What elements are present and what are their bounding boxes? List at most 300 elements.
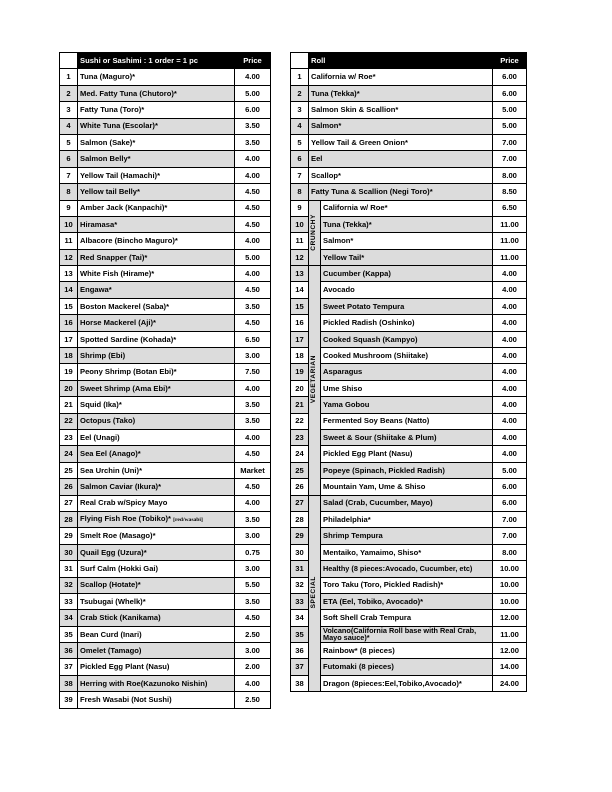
roll-item-number: 31 [291, 561, 309, 577]
sushi-row [60, 266, 271, 282]
sushi-item-number: 11 [60, 233, 78, 249]
sushi-header-blank [60, 53, 78, 69]
roll-row [291, 69, 527, 85]
sushi-item-price: 4.00 [235, 429, 271, 445]
sushi-row [60, 102, 271, 118]
sushi-item-name: White Fish (Hirame)* [80, 268, 155, 278]
roll-item-price: 11.00 [493, 233, 527, 249]
roll-item-name: Salmon* [321, 233, 493, 249]
sushi-item-number: 31 [60, 561, 78, 577]
sushi-item-price: 3.50 [235, 413, 271, 429]
sushi-item-name-cell [78, 200, 235, 216]
roll-item-price: 7.00 [493, 151, 527, 167]
roll-item-price: 24.00 [493, 675, 527, 691]
sushi-item-name: Shrimp (Ebi) [80, 350, 126, 360]
sushi-item-name: Spotted Sardine (Kohada)* [80, 334, 177, 344]
roll-item-price: 4.00 [493, 397, 527, 413]
roll-item-price: 6.00 [493, 495, 527, 511]
sushi-item-name: Smelt Roe (Masago)* [80, 531, 156, 541]
roll-item-number: 7 [291, 167, 309, 183]
sushi-row [60, 659, 271, 675]
roll-item-price: 5.00 [493, 462, 527, 478]
roll-item-name: Rainbow* (8 pieces) [321, 643, 493, 659]
roll-row [291, 315, 527, 331]
sushi-item-price: 2.50 [235, 626, 271, 642]
roll-row [291, 413, 527, 429]
sushi-item-name: Crab Stick (Kanikama) [80, 613, 161, 623]
roll-row [291, 495, 527, 511]
roll-row [291, 610, 527, 626]
sushi-row [60, 216, 271, 232]
roll-row [291, 528, 527, 544]
roll-item-name: Tuna (Tekka)* [321, 216, 493, 232]
roll-item-number: 13 [291, 266, 309, 282]
sushi-item-number: 23 [60, 429, 78, 445]
sushi-item-number: 21 [60, 397, 78, 413]
roll-item-number: 24 [291, 446, 309, 462]
sushi-item-name: Engawa* [80, 285, 112, 295]
sushi-item-name: Omelet (Tamago) [80, 645, 142, 655]
roll-item-number: 36 [291, 643, 309, 659]
sushi-item-price: 4.00 [235, 151, 271, 167]
sushi-item-name-cell [78, 429, 235, 445]
roll-item-price: 12.00 [493, 643, 527, 659]
sushi-item-name-cell [78, 167, 235, 183]
roll-item-number: 23 [291, 429, 309, 445]
sushi-item-price: 5.50 [235, 577, 271, 593]
sushi-item-name: Real Crab w/Spicy Mayo [80, 498, 168, 508]
roll-item-number: 8 [291, 184, 309, 200]
sushi-item-price: 4.00 [235, 266, 271, 282]
roll-item-name: Philadelphia* [321, 511, 493, 527]
roll-item-name: Cooked Squash (Kampyo) [321, 331, 493, 347]
sushi-item-price: 6.50 [235, 331, 271, 347]
roll-row [291, 331, 527, 347]
roll-item-name: Yellow Tail & Green Onion* [309, 134, 493, 150]
sushi-item-number: 5 [60, 134, 78, 150]
roll-item-number: 11 [291, 233, 309, 249]
sushi-item-number: 17 [60, 331, 78, 347]
roll-item-price: 7.00 [493, 134, 527, 150]
roll-row [291, 282, 527, 298]
roll-price-header: Price [493, 53, 527, 69]
sushi-item-price: 4.50 [235, 184, 271, 200]
sushi-item-name: Sea Urchin (Uni)* [80, 465, 143, 475]
sushi-item-name-cell [78, 692, 235, 708]
sushi-row [60, 495, 271, 511]
sushi-item-name: Pickled Egg Plant (Nasu) [80, 662, 170, 672]
roll-item-price: 4.00 [493, 364, 527, 380]
sushi-item-name: Quail Egg (Uzura)* [80, 547, 147, 557]
sushi-item-number: 37 [60, 659, 78, 675]
sushi-row [60, 151, 271, 167]
roll-item-number: 20 [291, 380, 309, 396]
sushi-item-price: 4.00 [235, 675, 271, 691]
roll-item-number: 38 [291, 675, 309, 691]
roll-item-number: 10 [291, 216, 309, 232]
roll-item-number: 35 [291, 626, 309, 642]
roll-item-price: 4.00 [493, 298, 527, 314]
sushi-item-name: Amber Jack (Kanpachi)* [80, 203, 168, 213]
roll-item-number: 3 [291, 102, 309, 118]
sushi-item-name-cell [78, 184, 235, 200]
sushi-item-name-cell [78, 495, 235, 511]
sushi-item-name-cell [78, 511, 235, 527]
roll-item-name: Yama Gobou [321, 397, 493, 413]
roll-item-price: 7.00 [493, 528, 527, 544]
roll-item-price: 4.00 [493, 380, 527, 396]
roll-item-number: 15 [291, 298, 309, 314]
roll-item-name: ETA (Eel, Tobiko, Avocado)* [321, 593, 493, 609]
roll-row [291, 675, 527, 691]
roll-row [291, 511, 527, 527]
sushi-row [60, 462, 271, 478]
roll-header-blank [291, 53, 309, 69]
roll-item-price: 4.00 [493, 446, 527, 462]
sushi-item-name-cell [78, 659, 235, 675]
roll-row [291, 626, 527, 642]
roll-item-number: 2 [291, 85, 309, 101]
roll-item-name: Salmon Skin & Scallion* [309, 102, 493, 118]
sushi-item-name-cell [78, 593, 235, 609]
roll-item-price: 5.00 [493, 102, 527, 118]
roll-item-name: Shrimp Tempura [321, 528, 493, 544]
sushi-item-number: 22 [60, 413, 78, 429]
sushi-item-name-cell [78, 610, 235, 626]
roll-row [291, 216, 527, 232]
sushi-sashimi-table [59, 52, 271, 709]
roll-item-name: Fatty Tuna & Scallion (Negi Toro)* [309, 184, 493, 200]
roll-category-cell [309, 266, 321, 495]
sushi-row [60, 249, 271, 265]
sushi-item-name-cell [78, 233, 235, 249]
sushi-item-name: Albacore (Bincho Maguro)* [80, 236, 178, 246]
sushi-item-number: 24 [60, 446, 78, 462]
sushi-item-number: 33 [60, 593, 78, 609]
sushi-item-name: Scallop (Hotate)* [80, 580, 141, 590]
sushi-item-price: 3.00 [235, 561, 271, 577]
sushi-item-name-cell [78, 462, 235, 478]
roll-item-name: Tuna (Tekka)* [309, 85, 493, 101]
sushi-item-name: Tuna (Maguro)* [80, 72, 136, 82]
sushi-item-number: 14 [60, 282, 78, 298]
roll-item-price: 7.00 [493, 511, 527, 527]
roll-row [291, 102, 527, 118]
sushi-item-price: 3.50 [235, 397, 271, 413]
sushi-item-name: Octopus (Tako) [80, 416, 136, 426]
sushi-item-number: 19 [60, 364, 78, 380]
sushi-item-name-cell [78, 266, 235, 282]
sushi-item-number: 25 [60, 462, 78, 478]
sushi-header-row [60, 53, 271, 69]
sushi-row [60, 397, 271, 413]
roll-item-number: 5 [291, 134, 309, 150]
roll-category-cell [309, 200, 321, 266]
sushi-item-price: 2.00 [235, 659, 271, 675]
roll-item-name: Yellow Tail* [321, 249, 493, 265]
roll-item-name: Volcano(California Roll base with Real Crab, Mayo sauce)* [321, 626, 493, 642]
sushi-row [60, 315, 271, 331]
sushi-item-number: 18 [60, 348, 78, 364]
roll-item-price: 8.00 [493, 167, 527, 183]
sushi-row [60, 561, 271, 577]
sushi-item-price: 3.50 [235, 511, 271, 527]
sushi-item-number: 16 [60, 315, 78, 331]
roll-item-name: Mountain Yam, Ume & Shiso [321, 479, 493, 495]
sushi-item-name-cell [78, 643, 235, 659]
roll-item-name: Mentaiko, Yamaimo, Shiso* [321, 544, 493, 560]
roll-item-name: Salmon* [309, 118, 493, 134]
sushi-item-name: Squid (Ika)* [80, 400, 122, 410]
vegetarian-category-label: VEGETARIAN [310, 355, 318, 404]
sushi-item-number: 3 [60, 102, 78, 118]
sushi-item-price: 3.00 [235, 643, 271, 659]
roll-item-name: Pickled Radish (Oshinko) [321, 315, 493, 331]
roll-row [291, 643, 527, 659]
sushi-row [60, 429, 271, 445]
sushi-item-name: Boston Mackerel (Saba)* [80, 301, 170, 311]
roll-item-price: 6.00 [493, 479, 527, 495]
roll-item-price: 4.00 [493, 315, 527, 331]
sushi-row [60, 282, 271, 298]
roll-header-row [291, 53, 527, 69]
roll-row [291, 380, 527, 396]
sushi-item-name: Salmon (Sake)* [80, 137, 136, 147]
roll-item-price: 8.00 [493, 544, 527, 560]
sushi-item-name-cell [78, 216, 235, 232]
sushi-item-name: Eel (Unagi) [80, 432, 120, 442]
roll-item-number: 1 [291, 69, 309, 85]
sushi-item-number: 30 [60, 544, 78, 560]
roll-item-number: 17 [291, 331, 309, 347]
sushi-item-price: 5.00 [235, 249, 271, 265]
sushi-item-name-cell [78, 446, 235, 462]
roll-item-name: Healthy (8 pieces:Avocado, Cucumber, etc) [321, 561, 493, 577]
roll-item-price: 6.00 [493, 69, 527, 85]
sushi-item-list [60, 69, 271, 708]
sushi-row [60, 134, 271, 150]
sushi-item-name: Tsubugai (Whelk)* [80, 596, 146, 606]
sushi-row [60, 200, 271, 216]
sushi-item-name: Med. Fatty Tuna (Chutoro)* [80, 88, 177, 98]
sushi-row [60, 643, 271, 659]
sushi-item-price: 4.50 [235, 446, 271, 462]
sushi-row [60, 610, 271, 626]
sushi-item-number: 9 [60, 200, 78, 216]
roll-row [291, 348, 527, 364]
sushi-item-number: 35 [60, 626, 78, 642]
roll-item-price: 11.00 [493, 216, 527, 232]
roll-row [291, 85, 527, 101]
roll-item-name: Fermented Soy Beans (Natto) [321, 413, 493, 429]
sushi-item-number: 6 [60, 151, 78, 167]
roll-item-number: 34 [291, 610, 309, 626]
sushi-item-price: 4.50 [235, 479, 271, 495]
sushi-item-number: 2 [60, 85, 78, 101]
roll-item-number: 9 [291, 200, 309, 216]
roll-item-number: 4 [291, 118, 309, 134]
sushi-item-name-cell [78, 397, 235, 413]
sushi-item-name: Sweet Shrimp (Ama Ebi)* [80, 383, 171, 393]
roll-row [291, 151, 527, 167]
roll-item-name: Avocado [321, 282, 493, 298]
sushi-item-price: 3.50 [235, 593, 271, 609]
sushi-item-price: 3.00 [235, 528, 271, 544]
sushi-item-number: 36 [60, 643, 78, 659]
roll-row [291, 561, 527, 577]
roll-item-number: 14 [291, 282, 309, 298]
sushi-item-number: 27 [60, 495, 78, 511]
roll-item-number: 30 [291, 544, 309, 560]
roll-item-name: Ume Shiso [321, 380, 493, 396]
sushi-item-number: 8 [60, 184, 78, 200]
roll-item-number: 37 [291, 659, 309, 675]
sushi-row [60, 577, 271, 593]
roll-item-price: 10.00 [493, 561, 527, 577]
sushi-item-name-cell [78, 479, 235, 495]
roll-row [291, 659, 527, 675]
sushi-row [60, 298, 271, 314]
sushi-item-number: 34 [60, 610, 78, 626]
sushi-item-price: 4.00 [235, 495, 271, 511]
roll-row [291, 429, 527, 445]
roll-item-price: 4.00 [493, 266, 527, 282]
sushi-item-price: 2.50 [235, 692, 271, 708]
sushi-item-name-cell [78, 102, 235, 118]
roll-item-price: 5.00 [493, 118, 527, 134]
sushi-row [60, 380, 271, 396]
sushi-item-price: 4.50 [235, 315, 271, 331]
sushi-item-name-cell [78, 364, 235, 380]
roll-item-price: 4.00 [493, 282, 527, 298]
sushi-item-name-cell [78, 413, 235, 429]
sushi-item-name: Bean Curd (Inari) [80, 629, 142, 639]
sushi-item-number: 38 [60, 675, 78, 691]
roll-item-name: Sweet Potato Tempura [321, 298, 493, 314]
sushi-item-number: 10 [60, 216, 78, 232]
sushi-item-name: Sea Eel (Anago)* [80, 449, 141, 459]
sushi-row [60, 85, 271, 101]
roll-item-number: 19 [291, 364, 309, 380]
roll-item-number: 29 [291, 528, 309, 544]
roll-row [291, 233, 527, 249]
sushi-item-number: 29 [60, 528, 78, 544]
roll-table [290, 52, 527, 692]
roll-item-number: 18 [291, 348, 309, 364]
roll-row [291, 364, 527, 380]
sushi-item-name-cell [78, 249, 235, 265]
sushi-item-price: 0.75 [235, 544, 271, 560]
roll-item-price: 10.00 [493, 577, 527, 593]
roll-row [291, 544, 527, 560]
sushi-item-name-cell [78, 315, 235, 331]
sushi-row [60, 544, 271, 560]
sushi-item-name-cell [78, 85, 235, 101]
roll-row [291, 298, 527, 314]
sushi-item-number: 32 [60, 577, 78, 593]
sushi-header-title: Sushi or Sashimi : 1 order = 1 pc [78, 53, 235, 69]
roll-item-list [291, 69, 527, 692]
roll-item-name: Salad (Crab, Cucumber, Mayo) [321, 495, 493, 511]
sushi-row [60, 184, 271, 200]
sushi-item-name: Fresh Wasabi (Not Sushi) [80, 695, 172, 705]
sushi-item-price: 3.00 [235, 348, 271, 364]
sushi-item-number: 12 [60, 249, 78, 265]
roll-item-number: 16 [291, 315, 309, 331]
roll-header-title: Roll [309, 53, 493, 69]
sushi-row [60, 118, 271, 134]
roll-item-number: 12 [291, 249, 309, 265]
roll-item-name: Sweet & Sour (Shiitake & Plum) [321, 429, 493, 445]
sushi-item-name-cell [78, 626, 235, 642]
roll-row [291, 397, 527, 413]
sushi-row [60, 626, 271, 642]
sushi-item-price: 7.50 [235, 364, 271, 380]
sushi-item-name: Hiramasa* [80, 219, 118, 229]
roll-item-number: 26 [291, 479, 309, 495]
sushi-item-number: 4 [60, 118, 78, 134]
roll-row [291, 462, 527, 478]
roll-item-name: Scallop* [309, 167, 493, 183]
sushi-item-number: 13 [60, 266, 78, 282]
sushi-item-name-cell [78, 528, 235, 544]
roll-item-price: 4.00 [493, 413, 527, 429]
sushi-item-name: White Tuna (Escolar)* [80, 121, 158, 131]
roll-item-price: 11.00 [493, 626, 527, 642]
sushi-item-number: 1 [60, 69, 78, 85]
roll-item-number: 33 [291, 593, 309, 609]
sushi-row [60, 479, 271, 495]
sushi-row [60, 331, 271, 347]
sushi-item-name: Surf Calm (Hokki Gai) [80, 564, 159, 573]
sushi-row [60, 511, 271, 527]
sushi-item-name: Flying Fish Roe (Tobiko)* [80, 514, 171, 524]
sushi-item-name: Salmon Caviar (Ikura)* [80, 482, 162, 492]
special-category-label: SPECIAL [310, 576, 318, 609]
sushi-item-note: [red/wasabi] [173, 517, 203, 524]
sushi-item-price: 3.50 [235, 118, 271, 134]
sushi-item-name-cell [78, 282, 235, 298]
sushi-item-price: 3.50 [235, 298, 271, 314]
sushi-item-number: 26 [60, 479, 78, 495]
sushi-item-name: Yellow tail Belly* [80, 187, 140, 197]
roll-item-name: Cucumber (Kappa) [321, 266, 493, 282]
sushi-item-price: Market [235, 462, 271, 478]
sushi-item-number: 7 [60, 167, 78, 183]
sushi-item-name: Yellow Tail (Hamachi)* [80, 170, 161, 180]
sushi-item-price: 4.00 [235, 69, 271, 85]
roll-item-number: 32 [291, 577, 309, 593]
sushi-row [60, 233, 271, 249]
roll-item-name: Dragon (8pieces:Eel,Tobiko,Avocado)* [321, 675, 493, 691]
sushi-row [60, 69, 271, 85]
roll-item-number: 25 [291, 462, 309, 478]
sushi-item-number: 39 [60, 692, 78, 708]
sushi-item-name-cell [78, 69, 235, 85]
roll-item-number: 22 [291, 413, 309, 429]
sushi-row [60, 413, 271, 429]
sushi-item-name: Horse Mackerel (Aji)* [80, 318, 156, 328]
roll-item-name: Soft Shell Crab Tempura [321, 610, 493, 626]
roll-category-cell [309, 495, 321, 692]
sushi-item-name-cell [78, 331, 235, 347]
roll-row [291, 118, 527, 134]
sushi-item-price: 4.00 [235, 233, 271, 249]
roll-item-name: Cooked Mushroom (Shiitake) [321, 348, 493, 364]
sushi-item-name-cell [78, 675, 235, 691]
sushi-item-price: 5.00 [235, 85, 271, 101]
roll-item-price: 6.50 [493, 200, 527, 216]
